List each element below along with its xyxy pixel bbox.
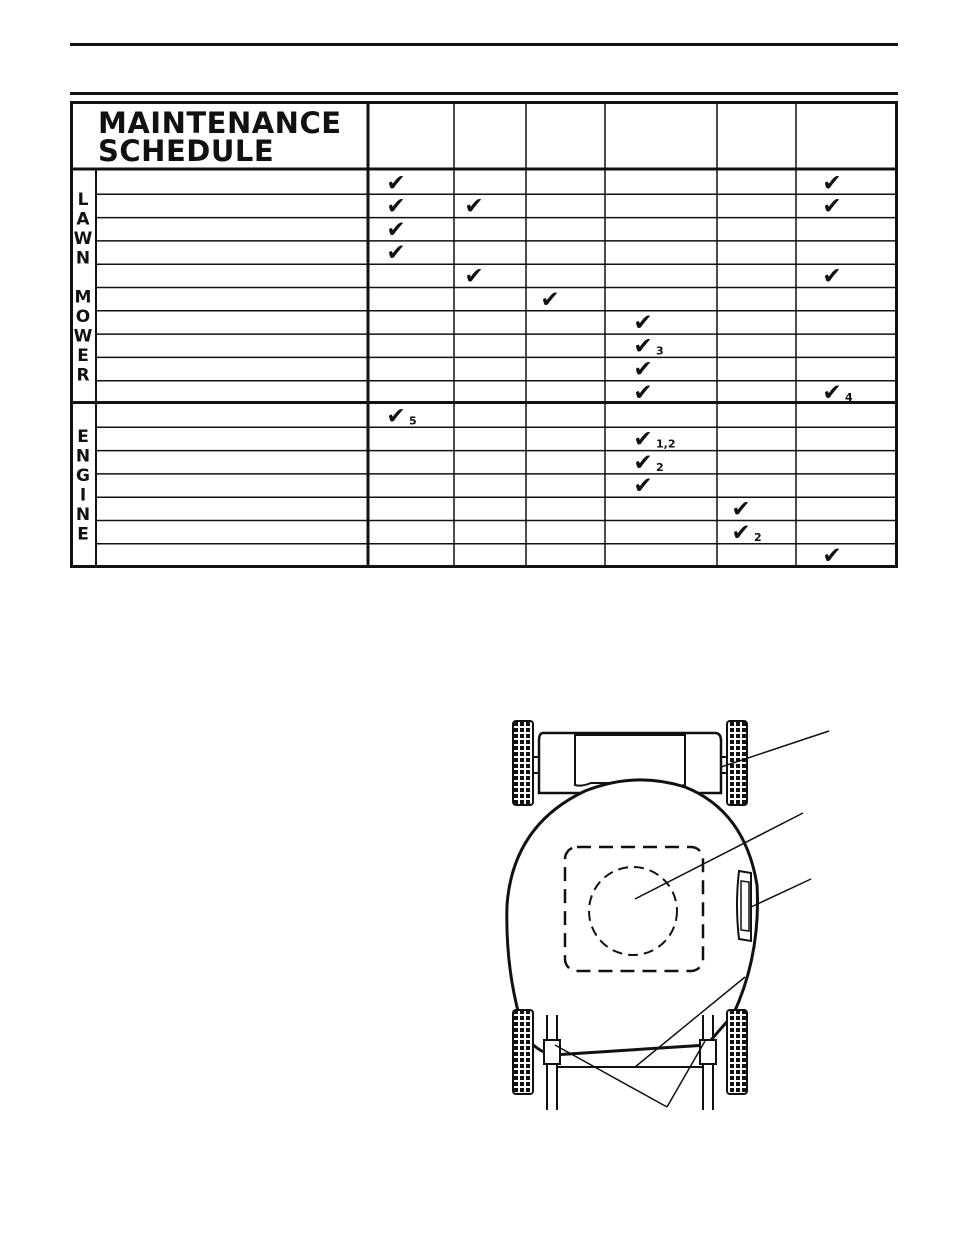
leader-line: [751, 879, 811, 907]
wheel-rear-right-icon: [727, 1010, 747, 1094]
section-letter: W: [73, 229, 93, 249]
table-title-line-1: MAINTENANCE: [98, 106, 342, 140]
checkmark-icon: ✔: [822, 263, 842, 290]
checkmark-icon: ✔: [731, 496, 751, 523]
checkmark-icon: ✔: [731, 519, 751, 546]
section-letter: E: [77, 346, 89, 366]
section-letter: N: [75, 505, 91, 526]
checkmark-icon: ✔: [633, 426, 653, 453]
section-letters: [74, 190, 93, 545]
footnote-ref: 1,2: [656, 437, 676, 451]
checkmark-icon: ✔: [822, 170, 842, 197]
section-letter: A: [76, 209, 90, 230]
section-letter: M: [74, 287, 92, 308]
wheel-front-left-icon: [513, 721, 533, 805]
lawn-mower-diagram-icon: [495, 715, 845, 1115]
section-letter: R: [76, 365, 90, 386]
checkmark-icon: ✔: [386, 216, 406, 243]
checkmark-icon: ✔: [386, 240, 406, 267]
checkmark-icon: ✔: [386, 170, 406, 197]
footnote-ref: 3: [656, 344, 664, 358]
table-title-line-2: SCHEDULE: [98, 134, 275, 168]
checkmarks: [386, 170, 853, 568]
leader-line: [667, 1041, 705, 1107]
schedule-grid: [70, 101, 898, 568]
section-letter: G: [76, 466, 90, 487]
section-letter: E: [77, 524, 89, 545]
section-letter: E: [77, 427, 89, 448]
checkmark-icon: ✔: [540, 286, 560, 313]
wheel-rear-left-icon: [513, 1010, 533, 1094]
checkmark-icon: ✔: [633, 449, 653, 476]
footnote-ref: 5: [409, 414, 417, 428]
row-lines: [96, 194, 898, 544]
section-letter: N: [75, 446, 91, 467]
section-letter: N: [75, 248, 91, 269]
checkmark-icon: ✔: [633, 356, 653, 383]
footnote-ref: 2: [754, 530, 762, 544]
mower-deck-icon: [507, 780, 758, 1055]
section-letter: W: [73, 326, 93, 347]
footnote-ref: 2: [656, 460, 664, 474]
checkmark-icon: ✔: [633, 473, 653, 500]
section-rule: [70, 92, 898, 95]
maintenance-schedule-table: [70, 101, 898, 568]
checkmark-icon: ✔: [464, 193, 484, 220]
checkmark-icon: ✔: [464, 263, 484, 290]
footnote-ref: 4: [845, 391, 853, 404]
wheel-front-right-icon: [727, 721, 747, 805]
checkmark-icon: ✔: [822, 380, 842, 406]
section-letter: O: [75, 307, 91, 327]
checkmark-icon: ✔: [633, 310, 653, 337]
checkmark-icon: ✔: [822, 193, 842, 220]
checkmark-icon: ✔: [633, 333, 653, 360]
section-letter: I: [79, 485, 87, 506]
section-letter: L: [77, 190, 89, 210]
checkmark-icon: ✔: [386, 403, 406, 430]
lawn-mower-underside-diagram: [495, 715, 845, 1115]
top-rule: [70, 43, 898, 46]
checkmark-icon: ✔: [822, 543, 842, 568]
checkmark-icon: ✔: [386, 193, 406, 220]
checkmark-icon: ✔: [633, 380, 653, 406]
